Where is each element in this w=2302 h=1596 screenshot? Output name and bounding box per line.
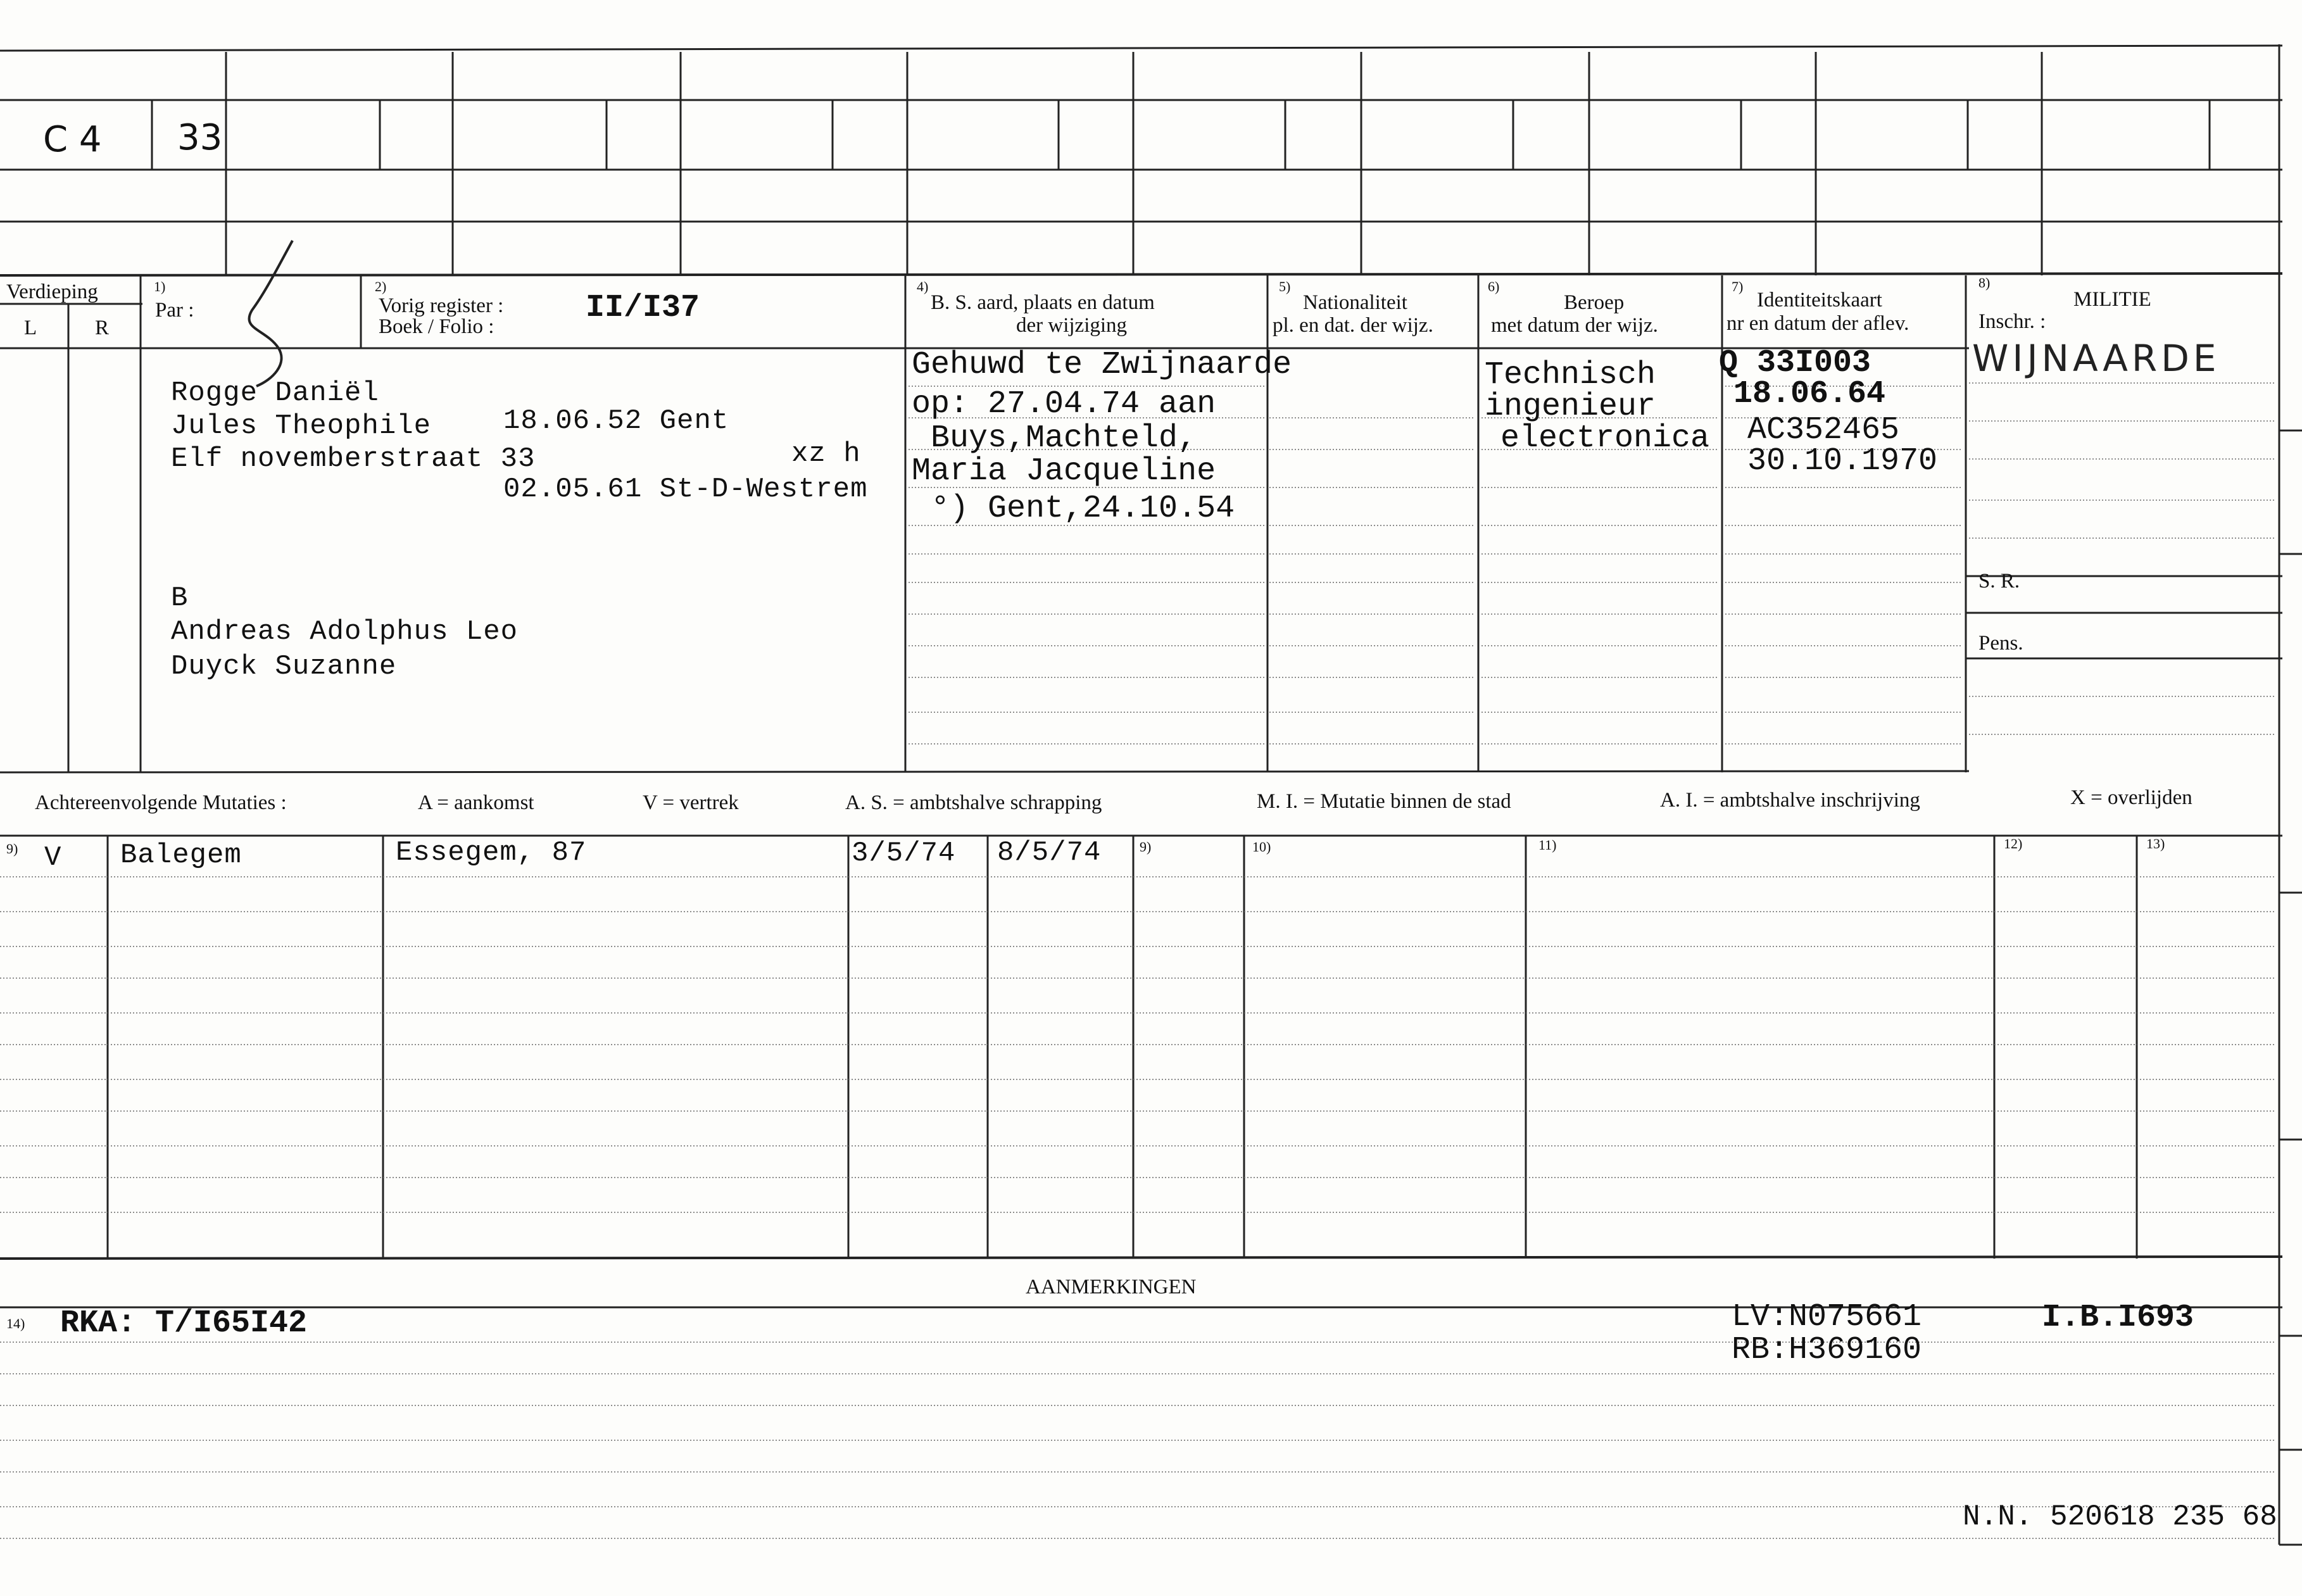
id-header-1: Identiteitskaart	[1757, 289, 1882, 311]
col-9-b: 9)	[1140, 839, 1152, 855]
id-line-2: 18.06.64	[1733, 376, 1886, 412]
verdieping-label: Verdieping	[6, 280, 98, 303]
person-first-names: Jules Theophile	[171, 410, 432, 442]
top-code: C 4	[43, 119, 102, 160]
col-10-b: 10)	[1252, 839, 1271, 855]
person-name: Rogge Daniël	[171, 377, 379, 409]
person-date2: 02.05.61 St-D-Westrem	[503, 474, 868, 505]
id-line-4: 30.10.1970	[1747, 443, 1938, 479]
note-14: 14)	[6, 1316, 25, 1331]
person-birth: 18.06.52 Gent	[503, 405, 729, 437]
aanmerkingen-title: AANMERKINGEN	[1026, 1276, 1197, 1298]
beroep-line-2: ingenieur	[1485, 389, 1656, 425]
pens-label: Pens.	[1978, 632, 2023, 655]
legend-schrapping: A. S. = ambtshalve schrapping	[845, 791, 1102, 814]
col-13-b: 13)	[2146, 836, 2165, 851]
legend-mutatie: M. I. = Mutatie binnen de stad	[1257, 790, 1511, 813]
beroep-line-1: Technisch	[1485, 357, 1656, 393]
vorig-register-label: Vorig register :	[379, 294, 504, 317]
verdieping-l: L	[24, 317, 37, 339]
bs-line-1: Gehuwd te Zwijnaarde	[912, 347, 1292, 383]
beroep-line-3: electronica	[1500, 420, 1710, 456]
top-number: 33	[177, 117, 223, 158]
id-line-1: Q 33I003	[1719, 345, 1871, 381]
col-11-b: 11)	[1538, 837, 1557, 853]
legend-aankomst: A = aankomst	[418, 791, 534, 814]
national-number: N.N. 520618 235 68	[1963, 1500, 2277, 1533]
note-5: 5)	[1279, 279, 1291, 294]
bs-line-4: Maria Jacqueline	[912, 453, 1216, 489]
vorig-register-value: II/I37	[586, 290, 700, 326]
col-9-a: 9)	[6, 841, 18, 857]
mutation-date-1: 3/5/74	[852, 838, 956, 869]
nationaliteit-header-2: pl. en dat. der wijz.	[1273, 314, 1433, 337]
legend-inschrijving: A. I. = ambtshalve inschrijving	[1660, 789, 1920, 812]
sr-label: S. R.	[1978, 570, 2020, 593]
lv-value: LV:N075661	[1732, 1299, 1922, 1335]
mutation-date-2: 8/5/74	[997, 837, 1102, 869]
par-label: Par :	[155, 299, 194, 322]
rka-value: RKA: T/I65I42	[60, 1305, 308, 1342]
mutation-street: Essegem, 87	[396, 837, 587, 869]
ib-value: I.B.I693	[2042, 1300, 2194, 1336]
legend-overlijden: X = overlijden	[2070, 786, 2192, 809]
mutation-place: Balegem	[120, 839, 242, 871]
boek-folio-label: Boek / Folio :	[379, 315, 494, 338]
beroep-header-1: Beroep	[1564, 291, 1625, 314]
verdieping-r: R	[95, 317, 110, 339]
parent-label: B	[171, 582, 189, 614]
bs-line-2: op: 27.04.74 aan	[912, 386, 1216, 422]
bs-line-5: °) Gent,24.10.54	[931, 491, 1235, 527]
note-6: 6)	[1488, 279, 1500, 294]
bs-header-1: B. S. aard, plaats en datum	[931, 291, 1155, 314]
rb-value: RB:H369160	[1732, 1332, 1922, 1368]
parent-father: Andreas Adolphus Leo	[171, 616, 519, 648]
bs-header-2: der wijziging	[1016, 314, 1128, 337]
mutaties-title: Achtereenvolgende Mutaties :	[35, 791, 287, 814]
note-4: 4)	[917, 279, 929, 294]
col-12-b: 12)	[2004, 836, 2023, 851]
bs-line-3: Buys,Machteld,	[931, 420, 1197, 456]
legend-vertrek: V = vertrek	[643, 791, 739, 814]
person-mark: xz h	[791, 438, 861, 470]
note-7: 7)	[1732, 279, 1744, 294]
parent-mother: Duyck Suzanne	[171, 651, 397, 682]
militie-header: MILITIE	[2073, 288, 2151, 311]
inschr-label: Inschr. :	[1978, 310, 2046, 333]
note-2: 2)	[375, 279, 387, 294]
militie-stamp: WIJNAARDE	[1972, 337, 2220, 380]
note-1: 1)	[154, 279, 166, 294]
id-header-2: nr en datum der aflev.	[1726, 312, 1909, 335]
beroep-header-2: met datum der wijz.	[1491, 314, 1658, 337]
nationaliteit-header-1: Nationaliteit	[1303, 291, 1407, 314]
note-8: 8)	[1978, 275, 1991, 291]
person-address: Elf novemberstraat 33	[171, 443, 536, 475]
id-line-3: AC352465	[1747, 412, 1900, 448]
mutation-type: V	[44, 842, 62, 874]
